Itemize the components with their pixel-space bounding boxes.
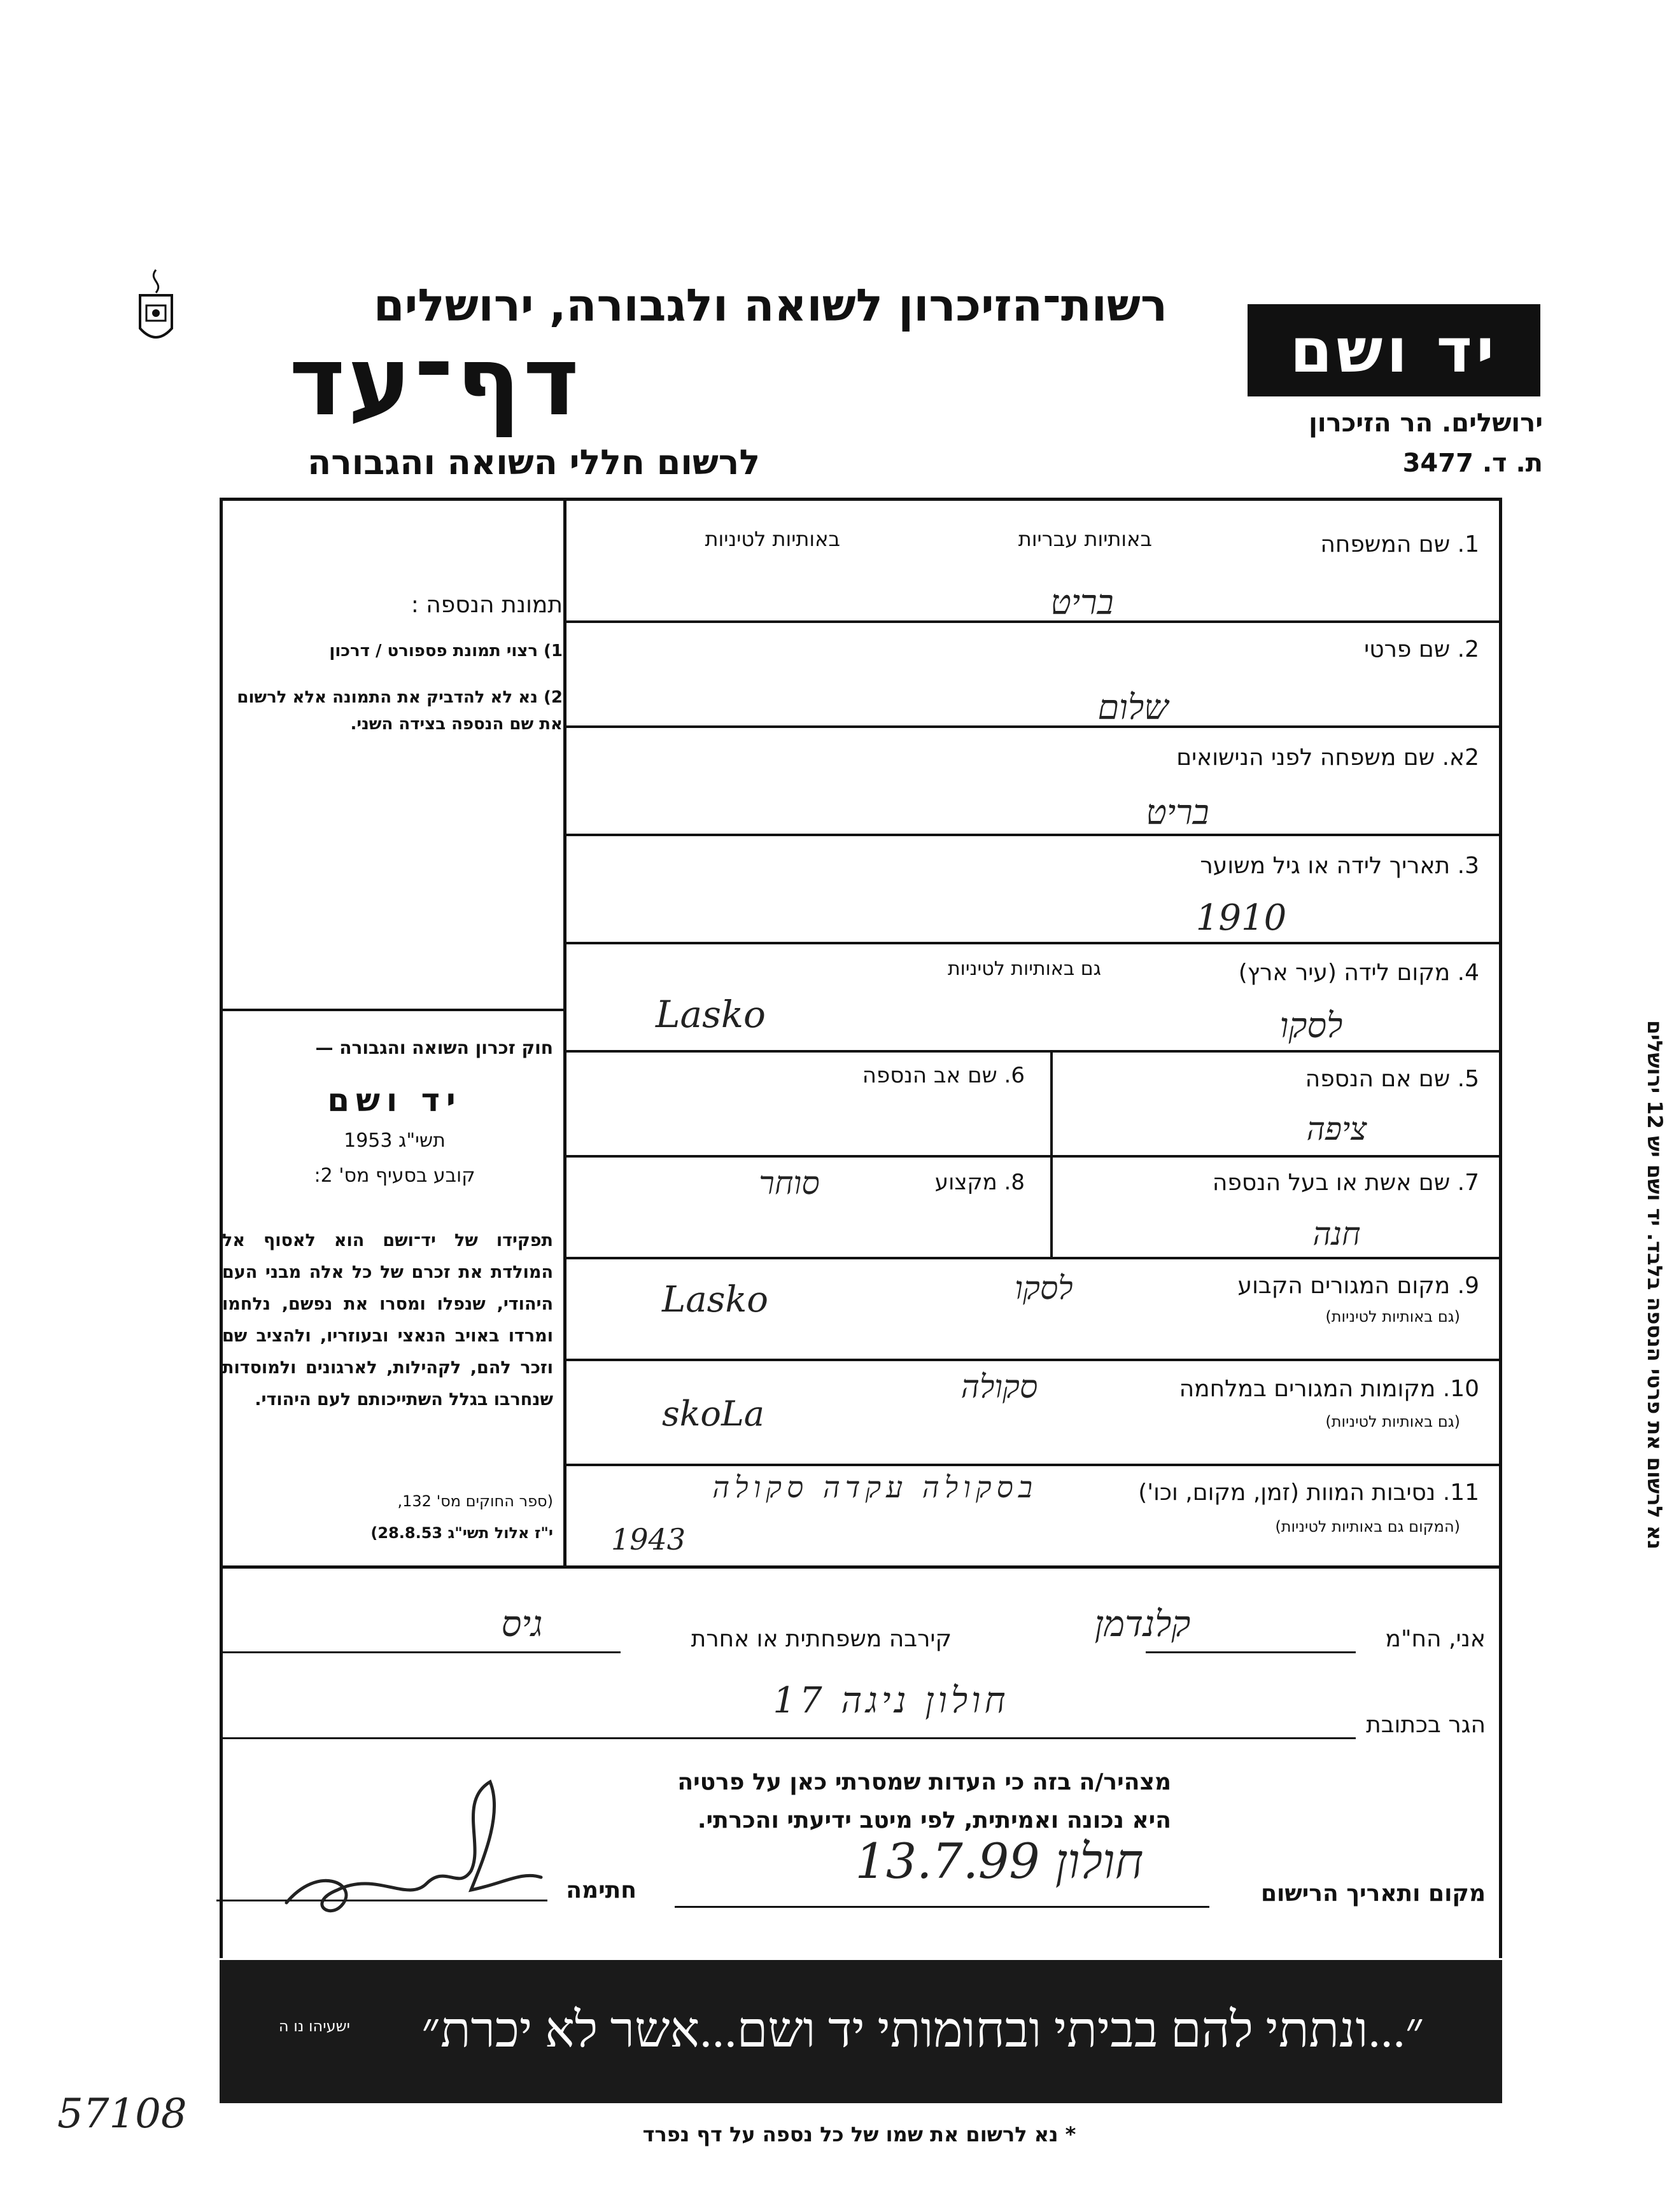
banner-quote: ״...ונתתי להם בביתי ובחומותי יד ושם...אשר לא יכרת״ [421, 2002, 1424, 2057]
field-6-label: 6. שם אב הנספה [862, 1063, 1025, 1088]
form-subtitle: לרשום חללי השואה והגבורה [307, 442, 760, 482]
field-2a-label: 2א. שם משפחה לפני הנישואים [1176, 745, 1479, 771]
field-8-value[interactable]: סוחר [759, 1165, 820, 1201]
photo-note-2: 2) נא לא להדביק את התמונה אלא לרשום את שם הנספה בצידה השני. [237, 688, 563, 734]
law-ref-2: י"ז אלול תשי"ג 28.8.53) [370, 1524, 553, 1542]
place-date-value[interactable]: חולון 13.7.99 [855, 1833, 1144, 1889]
photo-box-title: תמונת הנספה : [411, 592, 563, 618]
field-10-label: 10. מקומות המגורים במלחמה [1179, 1376, 1479, 1402]
field-9-label: 9. מקום המגורים הקבוע [1237, 1273, 1479, 1299]
row-line [563, 725, 1499, 728]
authority-title: רשות־הזיכרון לשואה ולגבורה, ירושלים [373, 279, 1167, 332]
field-11-value[interactable]: בסקולה עקדה סקולה [712, 1470, 1037, 1504]
law-section: קובע בסעיף מס' 2: [314, 1165, 475, 1187]
place-date-label: מקום ותאריך הרישום [1260, 1880, 1486, 1907]
field-4-latin-header: גם באותיות לטיניות [947, 958, 1101, 980]
law-org-name: יד ושם [327, 1082, 462, 1119]
law-year: תשי"ג 1953 [344, 1130, 446, 1152]
field-8-label: 8. מקצוע [934, 1170, 1025, 1195]
row-line [563, 1464, 1499, 1466]
photo-note-1: 1) רצוי תמונת פספורט / דרכון [329, 641, 563, 661]
stamp-number: 57108 [57, 2090, 187, 2138]
row-5-7-divider [1050, 1050, 1053, 1257]
address-line [220, 1737, 1356, 1739]
footer-note: * נא לרשום את שמו של כל נספה על דף נפרד [642, 2122, 1076, 2146]
declarant-value[interactable]: קלנדמן [1094, 1604, 1191, 1645]
field-5-value[interactable]: ציפה [1306, 1110, 1367, 1147]
left-col-divider [220, 1009, 563, 1011]
field-4-label: 4. מקום לידה (עיר ארץ) [1238, 960, 1479, 986]
law-title: חוק זכרון השואה והגבורה — [315, 1037, 553, 1058]
statement-line-1: מצהיר/ה בזה כי העדות שמסרתי כאן על פרטיה [677, 1769, 1171, 1795]
field-2a-value[interactable]: בריט [1146, 792, 1209, 832]
signature-label: חתימה [566, 1877, 637, 1903]
fields-bottom [220, 1565, 1502, 1569]
law-ref-1: (ספר החוקים מס' 132, [397, 1492, 553, 1510]
row-line [563, 942, 1499, 944]
law-text: תפקידו של יד־ושם הוא לאסוף אל המולדת את זכרם של כל אלה מבני העם היהודי, שנפלו ומסרו את נפשם, נלחמו ומרדו באויב הנאצי ובעוזריו, ולהציב שם וזכר להם, לקהילות, לארגונים ולמוסדות שנחרבו בגלל השתייכותם לעם היהודי. [222, 1231, 553, 1410]
field-2-label: 2. שם פרטי [1364, 636, 1479, 662]
row-line [563, 1050, 1499, 1053]
field-3-value[interactable]: 1910 [1195, 897, 1287, 939]
statement-line-2: היא נכונה ואמיתית, לפי מיטב ידיעתי והכרתי. [697, 1807, 1171, 1833]
field-1-value[interactable]: בריט [1050, 582, 1114, 622]
field-1-hebrew-header: באותיות עבריות [1018, 527, 1152, 551]
frame-right [1499, 498, 1502, 1958]
address-label: הגר בכתובת [1366, 1712, 1486, 1738]
column-divider [563, 498, 566, 1567]
place-date-line [675, 1906, 1209, 1908]
row-line [563, 1359, 1499, 1361]
field-2-value[interactable]: שלום [1097, 687, 1169, 727]
field-11-year[interactable]: 1943 [611, 1522, 686, 1557]
declarant-label: אני, הח"מ [1385, 1626, 1486, 1652]
side-note: נא לרשום את פרטי הנספה בלבד. יד ושם יש 12 ירושלים [1643, 1020, 1667, 1550]
field-7-value[interactable]: חנה [1312, 1215, 1361, 1252]
field-9-sublabel: (גם באותיות לטיניות) [1325, 1308, 1460, 1326]
declarant-line [1146, 1651, 1356, 1653]
relation-label: קירבה משפחתית או אחרת [691, 1626, 952, 1652]
row-line [563, 1155, 1499, 1158]
address-value[interactable]: חולון ניגה 17 [773, 1680, 1009, 1721]
form-title: דף־עד [289, 326, 582, 437]
field-11-sublabel: (המקום גם באותיות לטיניות) [1275, 1518, 1460, 1536]
field-1-latin-header: באותיות לטיניות [705, 527, 840, 551]
row-line [563, 834, 1499, 836]
emblem-icon [135, 267, 177, 350]
relation-value[interactable]: גיס [501, 1604, 543, 1645]
relation-line [220, 1651, 621, 1653]
field-10-sublabel: (גם באותיות לטיניות) [1325, 1413, 1460, 1431]
field-1-label: 1. שם המשפחה [1320, 531, 1479, 557]
field-9-value-latin[interactable]: Lasko [662, 1279, 768, 1320]
frame-top [220, 498, 1502, 501]
field-10-value-latin[interactable]: skoLa [662, 1394, 764, 1434]
field-7-label: 7. שם אשת או בעל הנספה [1212, 1170, 1479, 1196]
field-9-value-hebrew[interactable]: לסקו [1015, 1270, 1073, 1306]
field-10-value-hebrew[interactable]: סקולה [960, 1368, 1038, 1405]
row-line [563, 1257, 1499, 1259]
yad-vashem-logo: יד ושם [1248, 304, 1540, 396]
field-3-label: 3. תאריך לידה או גיל משוער [1200, 853, 1479, 879]
field-4-value-latin[interactable]: Lasko [656, 993, 766, 1036]
field-11-label: 11. נסיבות המוות (זמן, מקום, וכו') [1138, 1480, 1479, 1506]
address-line: ירושלים. הר הזיכרון [1309, 409, 1543, 438]
field-5-label: 5. שם אם הנספה [1305, 1066, 1479, 1092]
po-box: ת. ד. 3477 [1402, 449, 1543, 478]
signature-scribble [280, 1775, 547, 1922]
banner-source: ישעיהו נו ה [278, 2017, 350, 2035]
field-4-value-hebrew[interactable]: לסקו [1279, 1005, 1343, 1046]
